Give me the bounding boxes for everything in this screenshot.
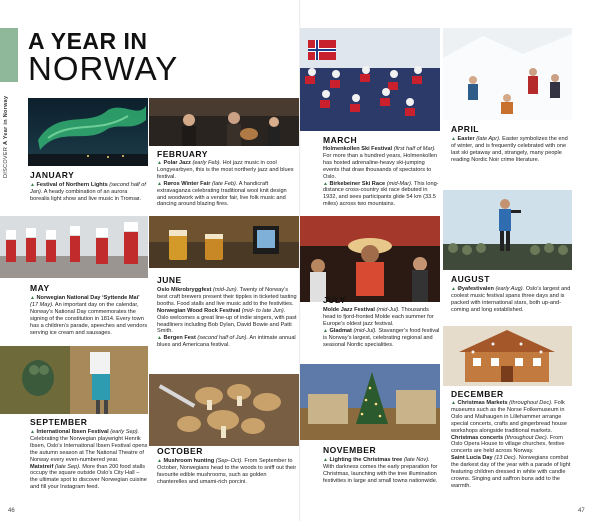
event-item: ▲ International Ibsen Festival (early Sep). Celebrating the Norwegian playwright Henrik Ibsen, Oslo’s International Ibsen Festival opens the autumn season at The National Theatre of Norway every even-numbered year. — [30, 429, 148, 463]
month-heading-december: DECEMBER — [451, 389, 504, 399]
photo-national-day-parade — [0, 216, 148, 278]
month-heading-july: JULY — [323, 295, 346, 305]
photo-ibsen-festival — [0, 346, 148, 414]
triangle-bullet-icon: ▲ — [323, 180, 328, 187]
event-item: ▲ Gladmat (mid-Jul). Stavanger’s food festival is Norway’s largest, celebrating regional and seasonal Nordic specialities. — [323, 327, 440, 348]
section-sidebar — [0, 28, 18, 180]
event-item: ▲ Mushroom hunting (Sep–Oct). From September to October, Norwegians head to the woods to sniff out their favourite edible mushrooms, such as golden chanterelles and umami-rich porcini. — [157, 458, 297, 485]
month-heading-may: MAY — [30, 283, 50, 293]
photo-christmas-market — [443, 326, 572, 386]
triangle-bullet-icon: ▲ — [157, 458, 162, 464]
triangle-bullet-icon: ▲ — [323, 457, 328, 463]
sidebar-label: DISCOVER A Year in Norway — [3, 95, 9, 178]
triangle-bullet-icon: ▲ — [451, 286, 456, 292]
events-may — [30, 295, 148, 336]
month-heading-january: JANUARY — [30, 170, 75, 180]
event-item: Holmenkollen Ski Festival (first half of Mar). For more than a hundred years, Holmenkollen has hosted adrenaline-heavy ski-jumping events that draw thousands of spectators to Oslo. — [323, 146, 438, 180]
event-item: Molde Jazz Festival (mid-Jul). Thousands head to fjord-fronted Molde each summer for Europe’s oldest jazz festival. — [323, 307, 434, 327]
event-item: Oslo Mikrobryggfest (mid-Jun). Twenty of Norway’s best craft brewers present their tipples in ticketed tasting booths. Food stalls and live music add to the festivities. — [157, 287, 297, 307]
event-item: ▲ Lighting the Christmas tree (late Nov). With darkness comes the early preparation for Christmas, launching with the tree illumination festivities in large and small towns nationwide. — [323, 457, 438, 484]
events-june — [157, 287, 297, 349]
month-heading-september: SEPTEMBER — [30, 417, 88, 427]
events-january — [30, 182, 148, 203]
photo-craft-beer — [149, 216, 299, 268]
event-item: ▲ Easter (late Apr). Easter symbolizes the end of winter, and is frequently celebrated with one last ski getaway and, strangely, many people reading Nordic Noir crime literature. — [451, 136, 568, 163]
events-february — [157, 160, 297, 208]
triangle-bullet-icon: ▲ — [157, 160, 162, 166]
event-item: ▲ Øyafestivalen (early Aug). Oslo’s largest and coolest music festival spans three days and is packed with international stars, both up-and-coming and long established. — [451, 286, 571, 313]
triangle-bullet-icon: ▲ — [30, 295, 35, 301]
triangle-bullet-icon: ▲ — [451, 400, 456, 406]
events-august — [451, 286, 573, 314]
photo-christmas-tree — [300, 364, 440, 440]
event-item: ▲ Christmas Markets (throughout Dec). Folk museums such as the Norse Folkemuseum in Oslo and Maihaugen in Lillehammer arrange special concerts, crafts and gingerbread house workshops alongside traditional markets. — [451, 400, 567, 434]
events-october — [157, 458, 297, 486]
event-item: Christmas concerts (throughout Dec). From Oslo Opera House to village churches, festive concerts are held across Norway. — [451, 434, 565, 455]
photo-oyafestivalen — [443, 190, 572, 270]
photo-jazz-festival — [300, 216, 440, 302]
events-december — [451, 400, 573, 490]
month-heading-august: AUGUST — [451, 274, 490, 284]
event-item: Saint Lucia Day (13 Dec). Norwegians combat the darkest day of the year with a parade of light featuring children dressed in white with candle crowns. Singing and saffron buns add to the warmth. — [451, 455, 571, 489]
triangle-bullet-icon: ▲ — [323, 327, 328, 334]
month-heading-april: APRIL — [451, 124, 479, 134]
page-number-left: 46 — [8, 508, 15, 514]
events-november — [323, 457, 441, 485]
page-title-line-2: NORWAY — [28, 50, 179, 87]
triangle-bullet-icon: ▲ — [157, 180, 162, 187]
photo-mushrooms — [149, 374, 299, 446]
event-item: ▲ Bergen Fest (second half of Jun). An intimate annual blues and Americana festival. — [157, 335, 296, 349]
photo-polar-jazz — [149, 98, 299, 146]
events-april — [451, 136, 573, 164]
photo-easter-skiing — [443, 28, 572, 120]
events-march — [323, 146, 441, 208]
photo-ski-festival-crowd — [300, 28, 440, 131]
events-july — [323, 307, 441, 348]
event-item: ▲ Røros Winter Fair (late Feb). A handicraft extravaganza celebrating traditional wool knit design and woodwork with a vendor fair, live folk music and dancing around blazing fires. — [157, 180, 287, 208]
page-title-line-1: A YEAR IN — [28, 28, 148, 54]
events-september — [30, 429, 148, 491]
event-item: Matstreif (late Sep). More than 200 food stalls occupy the square outside Oslo’s City Hall – the ultimate spot to discover Norwegian cuisine and fill your Instagram feed. — [30, 463, 147, 491]
event-item: ▲ Birkebeiner Ski Race (mid-Mar). This long-distance cross-country ski race debuted in 1932, and sees participants glide 54 km (33.5 miles) across two mountains. — [323, 180, 439, 208]
triangle-bullet-icon: ▲ — [157, 335, 162, 342]
page-number-right: 47 — [578, 508, 585, 514]
event-item: ▲ Polar Jazz (early Feb). Hot jazz music in cool Longyearbyen, this is the most northerly jazz and blues festival. — [157, 160, 294, 180]
month-heading-october: OCTOBER — [157, 446, 203, 456]
photo-northern-lights — [28, 98, 148, 166]
month-heading-march: MARCH — [323, 135, 358, 145]
event-item: Norwegian Wood Rock Festival (mid- to late Jun). Oslo welcomes a great line-up of indie singers, with past headliners including Bob Dylan, David Bowie and Patti Smith. — [157, 307, 297, 335]
event-item: ▲ Festival of Northern Lights (second half of Jan). A heady combination of an aurora borealis light show and live music in Tromsø. — [30, 182, 146, 202]
triangle-bullet-icon: ▲ — [30, 429, 35, 435]
month-heading-november: NOVEMBER — [323, 445, 377, 455]
triangle-bullet-icon: ▲ — [451, 136, 456, 142]
triangle-bullet-icon: ▲ — [30, 182, 35, 188]
month-heading-february: FEBRUARY — [157, 149, 208, 159]
month-heading-june: JUNE — [157, 275, 182, 285]
sidebar-color-tab — [0, 28, 18, 82]
event-item: ▲ Norwegian National Day ‘Syttende Mai’ (17 May). An important day on the calendar, Norway’s National Day commemorates the signing of the constitution in 1814. Every town has a children’s parade, speeches and vendors serving ice cream and sausages. — [30, 295, 148, 336]
